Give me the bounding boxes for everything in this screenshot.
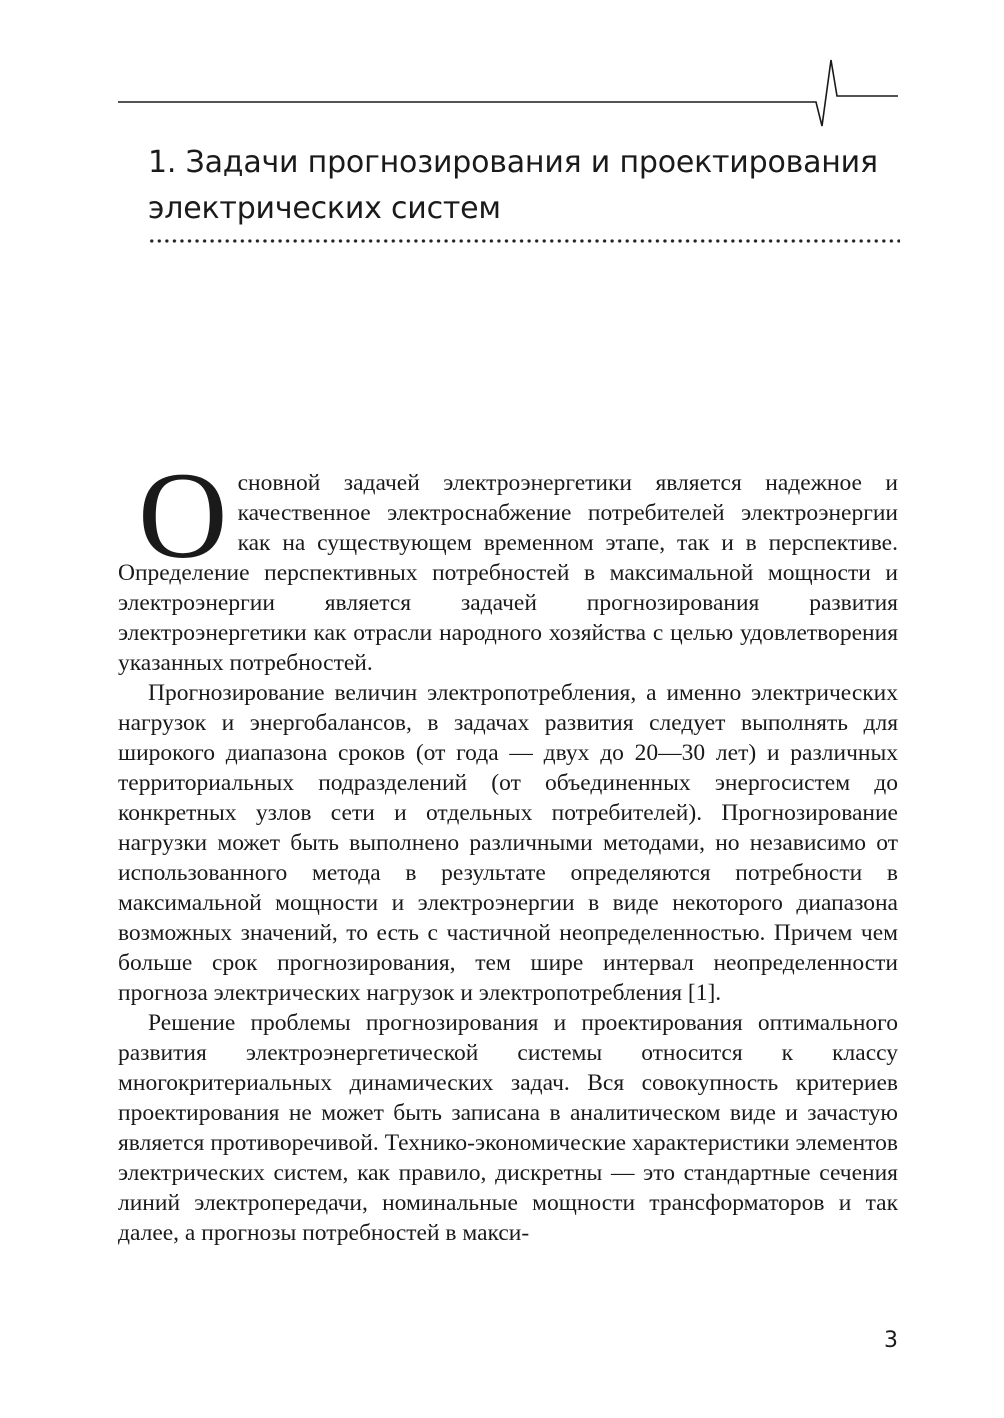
paragraph-1-text: сновной задачей электроэнергетики является надежное и качественное электроснабжение потребителей электроэнергии как на существующем временном этапе, так и в перспективе. Определение перспективных потребностей в максимальной мощности и электроэнергии является задачей прогнозирования развития электроэнергетики как отрасли народного хозяйства с целью удовлетворения указанных потребностей.	[118, 470, 898, 676]
title-dotted-divider	[148, 238, 900, 244]
header-pulse-rule	[118, 56, 898, 130]
page-number: 3	[884, 1328, 898, 1353]
body-text	[118, 447, 898, 1248]
header-pulse-line	[118, 60, 898, 126]
drop-cap: О	[138, 447, 228, 584]
chapter-title: 1. Задачи прогнозирования и проектирования электрических систем	[148, 145, 878, 226]
paragraph-2: Прогнозирование величин электропотребления, а именно электрических нагрузок и энергобалансов, в задачах развития следует выполнять для широкого диапазона сроков (от года — двух до 20—30 лет) и различных территориальных подразделений (от объединенных энергосистем до конкретных узлов сети и отдельных потребителей). Прогнозирование нагрузки может быть выполнено различными методами, но независимо от использованного метода в результате определяются потребности в максимальной мощности и электроэнергии в виде некоторого диапазона возможных значений, то есть с частичной неопределенностью. Причем чем больше срок прогнозирования, тем шире интервал неопределенности прогноза электрических нагрузок и электропотребления [1].	[118, 680, 898, 1006]
paragraph-3: Решение проблемы прогнозирования и проектирования оптимального развития электроэнергетической системы относится к классу многокритериальных динамических задач. Вся совокупность критериев проектирования не может быть записана в аналитическом виде и зачастую является противоречивой. Технико-экономические характеристики элементов электрических систем, как правило, дискретны — это стандартные сечения линий электропередачи, номинальные мощности трансформаторов и так далее, а прогнозы потребностей в макси-	[118, 1010, 898, 1246]
paragraph-1	[118, 447, 898, 678]
